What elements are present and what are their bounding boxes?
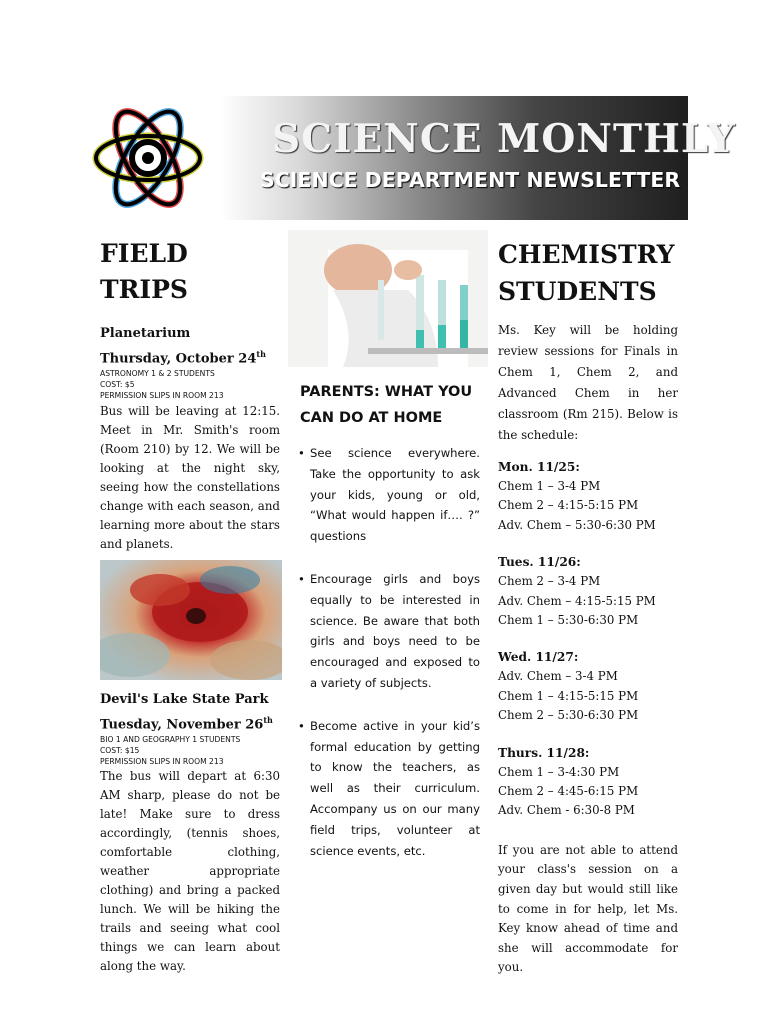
trip2-date: Tuesday, November 26th <box>100 714 273 733</box>
list-item: • Encourage girls and boys equally to be interested in science. Be aware that both girls and boys need to be encouraged and exposed to a variety of subjects. <box>298 569 480 694</box>
schedule-session: Adv. Chem – 5:30-6:30 PM <box>498 517 656 532</box>
parents-heading: PARENTS: WHAT YOU CAN DO AT HOME <box>300 384 473 426</box>
trip2-description: The bus will depart at 6:30 AM sharp, please do not be late! Make sure to dress accordingly, (tennis shoes, comfortable clothing, weather appropriate clothing) and bring a packed lunch. We will be hiking the trails and seeing what cool things we can learn about along the way. <box>100 769 280 974</box>
trip1-detail-slips: PERMISSION SLIPS IN ROOM 213 <box>100 390 224 400</box>
trip2-name: Devil's Lake State Park <box>100 691 269 707</box>
list-item: • See science everywhere. Take the opportunity to ask your kids, young or old, “What would happen if…. ?” questions <box>298 443 480 547</box>
schedule-session: Chem 1 – 3-4 PM <box>498 479 601 493</box>
schedule-session: Chem 1 – 4:15-5:15 PM <box>498 688 639 703</box>
schedule-day-label: Mon. 11/25: <box>498 460 580 474</box>
chemistry-heading: CHEMISTRY STUDENTS <box>498 240 675 306</box>
parents-tips-list <box>288 443 480 861</box>
field-trip-photo <box>100 560 282 680</box>
chemistry-column <box>498 236 678 978</box>
schedule-session: Chem 2 – 3-4 PM <box>498 574 601 589</box>
newsletter-title: SCIENCE MONTHLY <box>272 116 736 162</box>
field-trips-column <box>100 236 280 976</box>
schedule-day-wed <box>498 648 678 725</box>
trip1-description: Bus will be leaving at 12:15. Meet in Mr. Smith's room (Room 210) by 12. We will be looking at the night sky, seeing how the constellations change with each season, and learning more about the stars and planets. <box>100 403 280 551</box>
trip1-detail-cost: COST: $5 <box>100 380 135 390</box>
chemistry-closing: If you are not able to attend your class's session on a given day but would still like to come in for help, let Ms. Key know ahead of time and she will accommodate for you. <box>498 842 678 975</box>
lab-photo <box>288 230 488 367</box>
list-item: • Become active in your kid’s formal education by getting to know the teachers, as well as their curriculum. Accompany us on our many field trips, volunteer at science events, etc. <box>298 716 480 862</box>
schedule-session: Chem 1 – 5:30-6:30 PM <box>498 613 639 628</box>
trip1-name: Planetarium <box>100 326 191 341</box>
schedule-session: Chem 2 – 4:45-6:15 PM <box>498 784 639 799</box>
schedule-day-mon <box>498 458 678 535</box>
trip2-detail-students: BIO 1 AND GEOGRAPHY 1 STUDENTS <box>100 735 241 745</box>
newsletter-subtitle: SCIENCE DEPARTMENT NEWSLETTER <box>260 168 681 192</box>
schedule-session: Adv. Chem - 6:30-8 PM <box>498 803 635 818</box>
schedule-day-label: Wed. 11/27: <box>498 650 579 665</box>
schedule-session: Adv. Chem – 4:15-5:15 PM <box>498 593 656 608</box>
schedule-session: Chem 2 – 5:30-6:30 PM <box>498 708 639 723</box>
atom-icon <box>90 92 210 224</box>
trip1-detail-students: ASTRONOMY 1 & 2 STUDENTS <box>100 369 215 379</box>
schedule-session: Chem 2 – 4:15-5:15 PM <box>498 498 639 513</box>
schedule-session: Chem 1 – 3-4:30 PM <box>498 764 620 779</box>
schedule-day-label: Tues. 11/26: <box>498 555 581 570</box>
parents-column <box>288 230 480 883</box>
schedule-day-tues <box>498 553 678 630</box>
trip1-date: Thursday, October 24th <box>100 349 266 367</box>
schedule-day-label: Thurs. 11/28: <box>498 745 590 760</box>
field-trips-heading: FIELD TRIPS <box>100 239 188 304</box>
chemistry-intro: Ms. Key will be holding review sessions for Finals in Chem 1, Chem 2, and Advanced Chem in her classroom (Rm 215). Below is the schedule: <box>498 323 678 442</box>
trip2-detail-cost: COST: $15 <box>100 745 140 755</box>
trip2-detail-slips: PERMISSION SLIPS IN ROOM 213 <box>100 756 224 766</box>
schedule-session: Adv. Chem – 3-4 PM <box>498 669 618 684</box>
schedule-day-thurs <box>498 744 678 821</box>
